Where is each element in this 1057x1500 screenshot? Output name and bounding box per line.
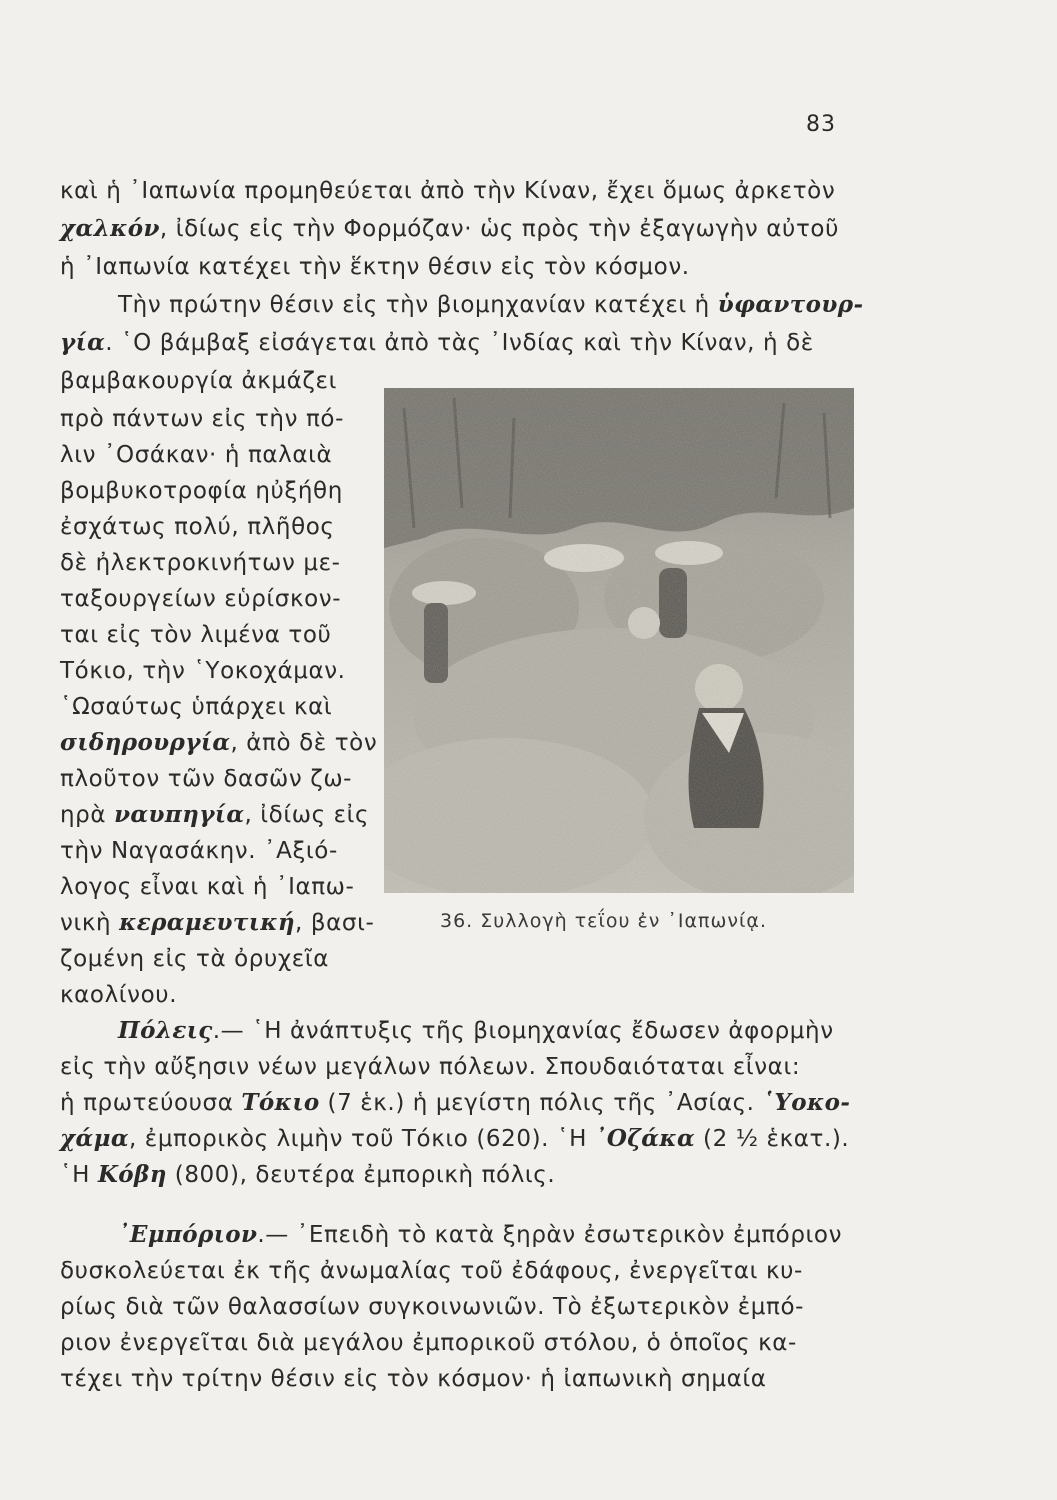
- column-line: [60, 440, 332, 470]
- bold-term: Τόκιο: [241, 1089, 320, 1116]
- bold-term: κεραμευτική: [119, 909, 296, 936]
- text-span: βαμβακουργία ἀκμάζει: [60, 368, 337, 394]
- figure-caption: 36. Συλλογὴ τεΐου ἐν ᾿Ιαπωνίᾳ.: [440, 910, 767, 932]
- column-line: [60, 980, 177, 1010]
- text-span: δυσκολεύεται ἐκ τῆς ἀνωμαλίας τοῦ ἐδάφους, ἐνεργεῖται κυ-: [60, 1258, 803, 1284]
- text-span: , βασι-: [295, 910, 375, 936]
- column-line: [60, 584, 341, 614]
- bold-term: ὑφαντουρ-: [717, 291, 864, 318]
- text-span: τὴν Ναγασάκην. ᾿Αξιό-: [60, 838, 338, 864]
- text-span: (2 ½ ἑκατ.).: [695, 1126, 850, 1152]
- text-span: , ἰδίως εἰς τὴν Φορμόζαν· ὡς πρὸς τὴν ἐξαγωγὴν αὐτοῦ: [159, 216, 839, 242]
- text-span: . ῾Ο βάμβαξ εἰσάγεται ἀπὸ τὰς ᾿Ινδίας καὶ τὴν Κίναν, ἡ δὲ: [105, 330, 814, 356]
- column-line: [60, 656, 346, 686]
- bold-term: Κόβη: [97, 1161, 167, 1188]
- text-line: [60, 252, 690, 282]
- column-line: [60, 620, 331, 650]
- column-line: [60, 764, 352, 794]
- text-line: [60, 1328, 797, 1358]
- text-span: λογος εἶναι καὶ ἡ ᾿Ιαπω-: [60, 874, 355, 900]
- text-span: ῾Η: [60, 1162, 98, 1188]
- bold-term: ναυπηγία: [114, 801, 245, 828]
- text-span: ταξουργείων εὑρίσκον-: [60, 586, 342, 612]
- page-number: 83: [806, 112, 836, 137]
- column-line: [60, 944, 329, 974]
- column-line: [60, 872, 354, 902]
- text-span: καολίνου.: [60, 982, 178, 1008]
- text-span: .— ῾Η ἀνάπτυξις τῆς βιομηχανίας ἔδωσεν ἀφορμὴν: [212, 1018, 834, 1044]
- text-span: Τόκιο, τὴν ῾Υοκοχάμαν.: [60, 658, 346, 684]
- text-span: , ἰδίως εἰς: [244, 802, 370, 828]
- column-line: [60, 908, 374, 938]
- text-span: τέχει τὴν τρίτην θέσιν εἰς τὸν κόσμον· ἡ ἰαπωνικὴ σημαία: [60, 1366, 767, 1392]
- text-span: .— ᾿Επειδὴ τὸ κατὰ ξηρὰν ἐσωτερικὸν ἐμπόριον: [257, 1222, 843, 1248]
- text-span: ἐσχάτως πολύ, πλῆθος: [60, 514, 335, 540]
- text-line: [60, 176, 835, 206]
- text-line: [60, 1052, 800, 1082]
- text-line: [60, 1160, 555, 1190]
- text-line: [60, 1292, 804, 1322]
- text-span: ρίως διὰ τῶν θαλασσίων συγκοινωνιῶν. Τὸ ἐξωτερικὸν ἐμπό-: [60, 1294, 805, 1320]
- column-line: [60, 476, 343, 506]
- text-span: ηρὰ: [60, 802, 115, 828]
- text-span: ζομένη εἰς τὰ ὀρυχεῖα: [60, 946, 329, 972]
- column-line: [60, 800, 369, 830]
- section-heading: ᾿Εμπόριον: [118, 1221, 258, 1248]
- text-span: εἰς τὴν αὔξησιν νέων μεγάλων πόλεων. Σπουδαιόταται εἶναι:: [60, 1054, 801, 1080]
- text-line: [60, 1256, 803, 1286]
- tea-harvest-photo: [384, 388, 854, 893]
- text-span: ἡ ᾿Ιαπωνία κατέχει τὴν ἕκτην θέσιν εἰς τὸν κόσμον.: [60, 254, 690, 280]
- column-line: [60, 404, 344, 434]
- text-span: πλοῦτον τῶν δασῶν ζω-: [60, 766, 353, 792]
- bold-term: γία: [60, 329, 106, 356]
- text-line: [60, 214, 839, 244]
- text-line: [60, 1124, 849, 1154]
- column-line: [60, 366, 337, 396]
- text-line: [118, 1016, 834, 1046]
- text-span: (7 ἑκ.) ἡ μεγίστη πόλις τῆς ᾿Ασίας.: [319, 1090, 763, 1116]
- text-line: [118, 1220, 842, 1250]
- text-span: , ἐμπορικὸς λιμὴν τοῦ Τόκιο (620). ῾Η: [128, 1126, 595, 1152]
- text-span: πρὸ πάντων εἰς τὴν πό-: [60, 406, 344, 432]
- text-span: ριον ἐνεργεῖται διὰ μεγάλου ἐμπορικοῦ στόλου, ὁ ὁποῖος κα-: [60, 1330, 797, 1356]
- text-span: , ἀπὸ δὲ τὸν: [230, 730, 378, 756]
- text-span: νικὴ: [60, 910, 120, 936]
- bold-term: ῾Υοκο-: [762, 1089, 851, 1116]
- bold-term: χάμα: [60, 1125, 129, 1152]
- text-span: Τὴν πρώτην θέσιν εἰς τὴν βιομηχανίαν κατέχει ἡ: [118, 292, 718, 318]
- column-line: [60, 512, 335, 542]
- figure-photo: [384, 388, 854, 893]
- text-span: δὲ ἠλεκτροκινήτων με-: [60, 550, 341, 576]
- bold-term: ᾿Οζάκα: [594, 1125, 696, 1152]
- text-line: [60, 1088, 850, 1118]
- text-span: βομβυκοτροφία ηὐξήθη: [60, 478, 343, 504]
- text-span: λιν ᾿Οσάκαν· ἡ παλαιὰ: [60, 442, 333, 468]
- bold-term: σιδηρουργία: [60, 729, 231, 756]
- text-line: [118, 290, 863, 320]
- column-line: [60, 836, 338, 866]
- section-heading: Πόλεις: [118, 1017, 213, 1044]
- text-line: [60, 1364, 767, 1394]
- text-span: (800), δευτέρα ἐμπορικὴ πόλις.: [166, 1162, 556, 1188]
- bold-term: χαλκόν: [60, 215, 160, 242]
- column-line: [60, 692, 332, 722]
- text-span: ἡ πρωτεύουσα: [60, 1090, 242, 1116]
- text-line: [60, 328, 814, 358]
- text-span: ται εἰς τὸν λιμένα τοῦ: [60, 622, 332, 648]
- column-line: [60, 548, 341, 578]
- column-line: [60, 728, 377, 758]
- text-span: ῾Ωσαύτως ὑπάρχει καὶ: [60, 694, 333, 720]
- text-span: καὶ ἡ ᾿Ιαπωνία προμηθεύεται ἀπὸ τὴν Κίναν, ἔχει ὅμως ἀρκετὸν: [60, 178, 836, 204]
